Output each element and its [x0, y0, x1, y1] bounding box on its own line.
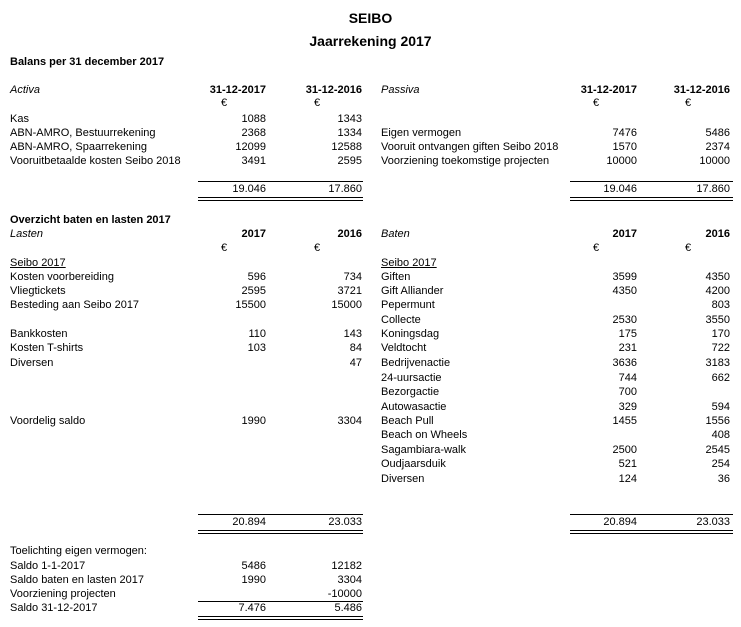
passiva-row-label: Vooruit ontvangen giften Seibo 2018	[381, 141, 559, 153]
passiva-total-double-rule	[570, 197, 733, 201]
lasten-row-label: Kosten T-shirts	[10, 342, 84, 354]
equity-total-double-rule	[198, 616, 363, 620]
equity-note-row-label: Saldo baten en lasten 2017	[10, 574, 144, 586]
lasten-group-label: Seibo 2017	[10, 257, 66, 269]
lasten-col2-currency: €	[314, 242, 321, 254]
activa-label: Activa	[10, 84, 40, 96]
baten-row-value-2016: 3550	[705, 314, 730, 326]
equity-total-label: Saldo 31-12-2017	[10, 602, 98, 614]
equity-note-heading: Toelichting eigen vermogen:	[10, 545, 147, 557]
lasten-row-label: Besteding aan Seibo 2017	[10, 299, 140, 311]
activa-col2-header: 31-12-2016	[305, 84, 362, 96]
passiva-col1-currency: €	[593, 97, 600, 109]
baten-total-2017: 20.894	[603, 516, 637, 528]
passiva-row-value-2017: 10000	[606, 155, 637, 167]
baten-total-rule	[570, 514, 733, 515]
activa-row-value-2017: 3491	[241, 155, 266, 167]
lasten-row-label: Diversen	[10, 357, 54, 369]
passiva-col1-header: 31-12-2017	[580, 84, 637, 96]
baten-row-value-2016: 408	[711, 429, 730, 441]
baten-row-value-2017: 521	[618, 458, 637, 470]
baten-total-double-rule	[570, 530, 733, 534]
baten-row-value-2017: 2500	[612, 444, 637, 456]
lasten-row-value-2016: 47	[349, 357, 362, 369]
baten-row-value-2017: 4350	[612, 285, 637, 297]
lasten-row-value-2016: 15000	[331, 299, 362, 311]
baten-row-value-2016: 803	[711, 299, 730, 311]
activa-row-value-2017: 1088	[241, 113, 266, 125]
equity-note-row-label: Saldo 1-1-2017	[10, 560, 86, 572]
lasten-row-value-2016: 3304	[337, 415, 362, 427]
baten-row-label: Autowasactie	[381, 401, 447, 413]
baten-row-value-2017: 124	[618, 473, 637, 485]
baten-row-value-2017: 3636	[612, 357, 637, 369]
baten-total-2016: 23.033	[696, 516, 730, 528]
lasten-row-label: Vliegtickets	[10, 285, 66, 297]
baten-row-value-2017: 175	[618, 328, 637, 340]
activa-row-value-2016: 2595	[337, 155, 362, 167]
equity-note-row-value-2017: 1990	[241, 574, 266, 586]
baten-row-label: 24-uursactie	[381, 372, 442, 384]
lasten-row-label: Kosten voorbereiding	[10, 271, 114, 283]
activa-row-value-2016: 1334	[337, 127, 362, 139]
baten-row-label: Veldtocht	[381, 342, 427, 354]
lasten-total-2017: 20.894	[232, 516, 266, 528]
equity-note-row-value-2017: 5486	[241, 560, 266, 572]
baten-row-label: Pepermunt	[381, 299, 435, 311]
passiva-total-rule	[570, 181, 733, 182]
lasten-row-value-2017: 2595	[241, 285, 266, 297]
activa-row-label: Vooruitbetaalde kosten Seibo 2018	[10, 155, 181, 167]
baten-row-label: Beach on Wheels	[381, 429, 468, 441]
lasten-row-value-2017: 596	[247, 271, 266, 283]
activa-row-label: ABN-AMRO, Spaarrekening	[10, 141, 147, 153]
passiva-total-2016: 17.860	[696, 183, 730, 195]
baten-row-value-2016: 722	[711, 342, 730, 354]
baten-row-label: Collecte	[381, 314, 421, 326]
baten-row-value-2016: 170	[711, 328, 730, 340]
baten-row-value-2016: 4200	[705, 285, 730, 297]
baten-row-value-2016: 4350	[705, 271, 730, 283]
baten-row-value-2016: 254	[711, 458, 730, 470]
lasten-row-value-2016: 143	[343, 328, 362, 340]
baten-row-label: Beach Pull	[381, 415, 434, 427]
activa-col2-currency: €	[314, 97, 321, 109]
baten-row-value-2017: 231	[618, 342, 637, 354]
lasten-col2-header: 2016	[337, 228, 362, 240]
activa-row-value-2017: 2368	[241, 127, 266, 139]
baten-row-value-2017: 3599	[612, 271, 637, 283]
lasten-col1-currency: €	[221, 242, 228, 254]
equity-note-row-value-2016: 12182	[331, 560, 362, 572]
lasten-label: Lasten	[10, 228, 44, 240]
lasten-row-value-2016: 734	[343, 271, 362, 283]
passiva-col2-currency: €	[685, 97, 692, 109]
passiva-row-value-2017: 7476	[612, 127, 637, 139]
document-title: Jaarrekening 2017	[309, 33, 432, 49]
lasten-row-value-2016: 3721	[337, 285, 362, 297]
passiva-total-2017: 19.046	[603, 183, 637, 195]
passiva-row-value-2017: 1570	[612, 141, 637, 153]
baten-row-value-2017: 1455	[612, 415, 637, 427]
baten-row-value-2017: 744	[618, 372, 637, 384]
lasten-total-double-rule	[198, 530, 363, 534]
lasten-row-value-2017: 1990	[241, 415, 266, 427]
lasten-col1-header: 2017	[241, 228, 266, 240]
activa-total-rule	[198, 181, 363, 182]
activa-col1-header: 31-12-2017	[209, 84, 266, 96]
baten-row-value-2016: 36	[717, 473, 730, 485]
activa-total-2016: 17.860	[328, 183, 362, 195]
baten-col1-currency: €	[593, 242, 600, 254]
baten-row-value-2016: 1556	[705, 415, 730, 427]
activa-row-value-2017: 12099	[235, 141, 266, 153]
lasten-row-value-2017: 15500	[235, 299, 266, 311]
baten-row-label: Bezorgactie	[381, 386, 440, 398]
baten-group-label: Seibo 2017	[381, 257, 437, 269]
equity-total-2017: 7.476	[238, 602, 266, 614]
passiva-row-value-2016: 10000	[699, 155, 730, 167]
passiva-col2-header: 31-12-2016	[673, 84, 730, 96]
baten-row-value-2016: 2545	[705, 444, 730, 456]
baten-row-value-2017: 700	[618, 386, 637, 398]
baten-col2-header: 2016	[705, 228, 730, 240]
lasten-row-value-2017: 110	[248, 328, 266, 340]
baten-col1-header: 2017	[612, 228, 637, 240]
baten-row-value-2016: 662	[711, 372, 730, 384]
baten-row-value-2017: 329	[618, 401, 637, 413]
lasten-row-value-2016: 84	[349, 342, 362, 354]
baten-row-label: Oudjaarsduik	[381, 458, 446, 470]
balance-heading: Balans per 31 december 2017	[10, 56, 165, 68]
income-heading: Overzicht baten en lasten 2017	[10, 214, 171, 226]
passiva-row-value-2016: 2374	[705, 141, 730, 153]
baten-row-value-2016: 594	[711, 401, 730, 413]
activa-row-label: ABN-AMRO, Bestuurrekening	[10, 127, 156, 139]
passiva-row-label: Voorziening toekomstige projecten	[381, 155, 550, 167]
org-title: SEIBO	[348, 10, 393, 26]
passiva-label: Passiva	[381, 84, 420, 96]
equity-note-row-label: Voorziening projecten	[10, 588, 116, 600]
equity-note-row-value-2016: -10000	[327, 588, 362, 600]
baten-row-label: Bedrijvenactie	[381, 357, 451, 369]
baten-label: Baten	[381, 228, 410, 240]
lasten-row-value-2017: 103	[247, 342, 266, 354]
lasten-row-label: Bankkosten	[10, 328, 68, 340]
passiva-row-value-2016: 5486	[705, 127, 730, 139]
baten-row-label: Diversen	[381, 473, 425, 485]
baten-row-value-2017: 2530	[612, 314, 637, 326]
lasten-row-label: Voordelig saldo	[10, 415, 86, 427]
activa-row-label: Kas	[10, 113, 29, 125]
baten-row-label: Giften	[381, 271, 411, 283]
baten-row-label: Sagambiara-walk	[381, 444, 466, 456]
baten-row-label: Gift Alliander	[381, 285, 444, 297]
baten-row-value-2016: 3183	[705, 357, 730, 369]
lasten-total-rule	[198, 514, 363, 515]
baten-col2-currency: €	[685, 242, 692, 254]
baten-row-label: Koningsdag	[381, 328, 440, 340]
activa-col1-currency: €	[221, 97, 228, 109]
activa-row-value-2016: 1343	[337, 113, 362, 125]
activa-row-value-2016: 12588	[331, 141, 362, 153]
activa-total-double-rule	[198, 197, 363, 201]
equity-total-2016: 5.486	[334, 602, 362, 614]
passiva-row-label: Eigen vermogen	[381, 127, 462, 139]
equity-note-row-value-2016: 3304	[337, 574, 362, 586]
lasten-total-2016: 23.033	[328, 516, 362, 528]
activa-total-2017: 19.046	[232, 183, 266, 195]
